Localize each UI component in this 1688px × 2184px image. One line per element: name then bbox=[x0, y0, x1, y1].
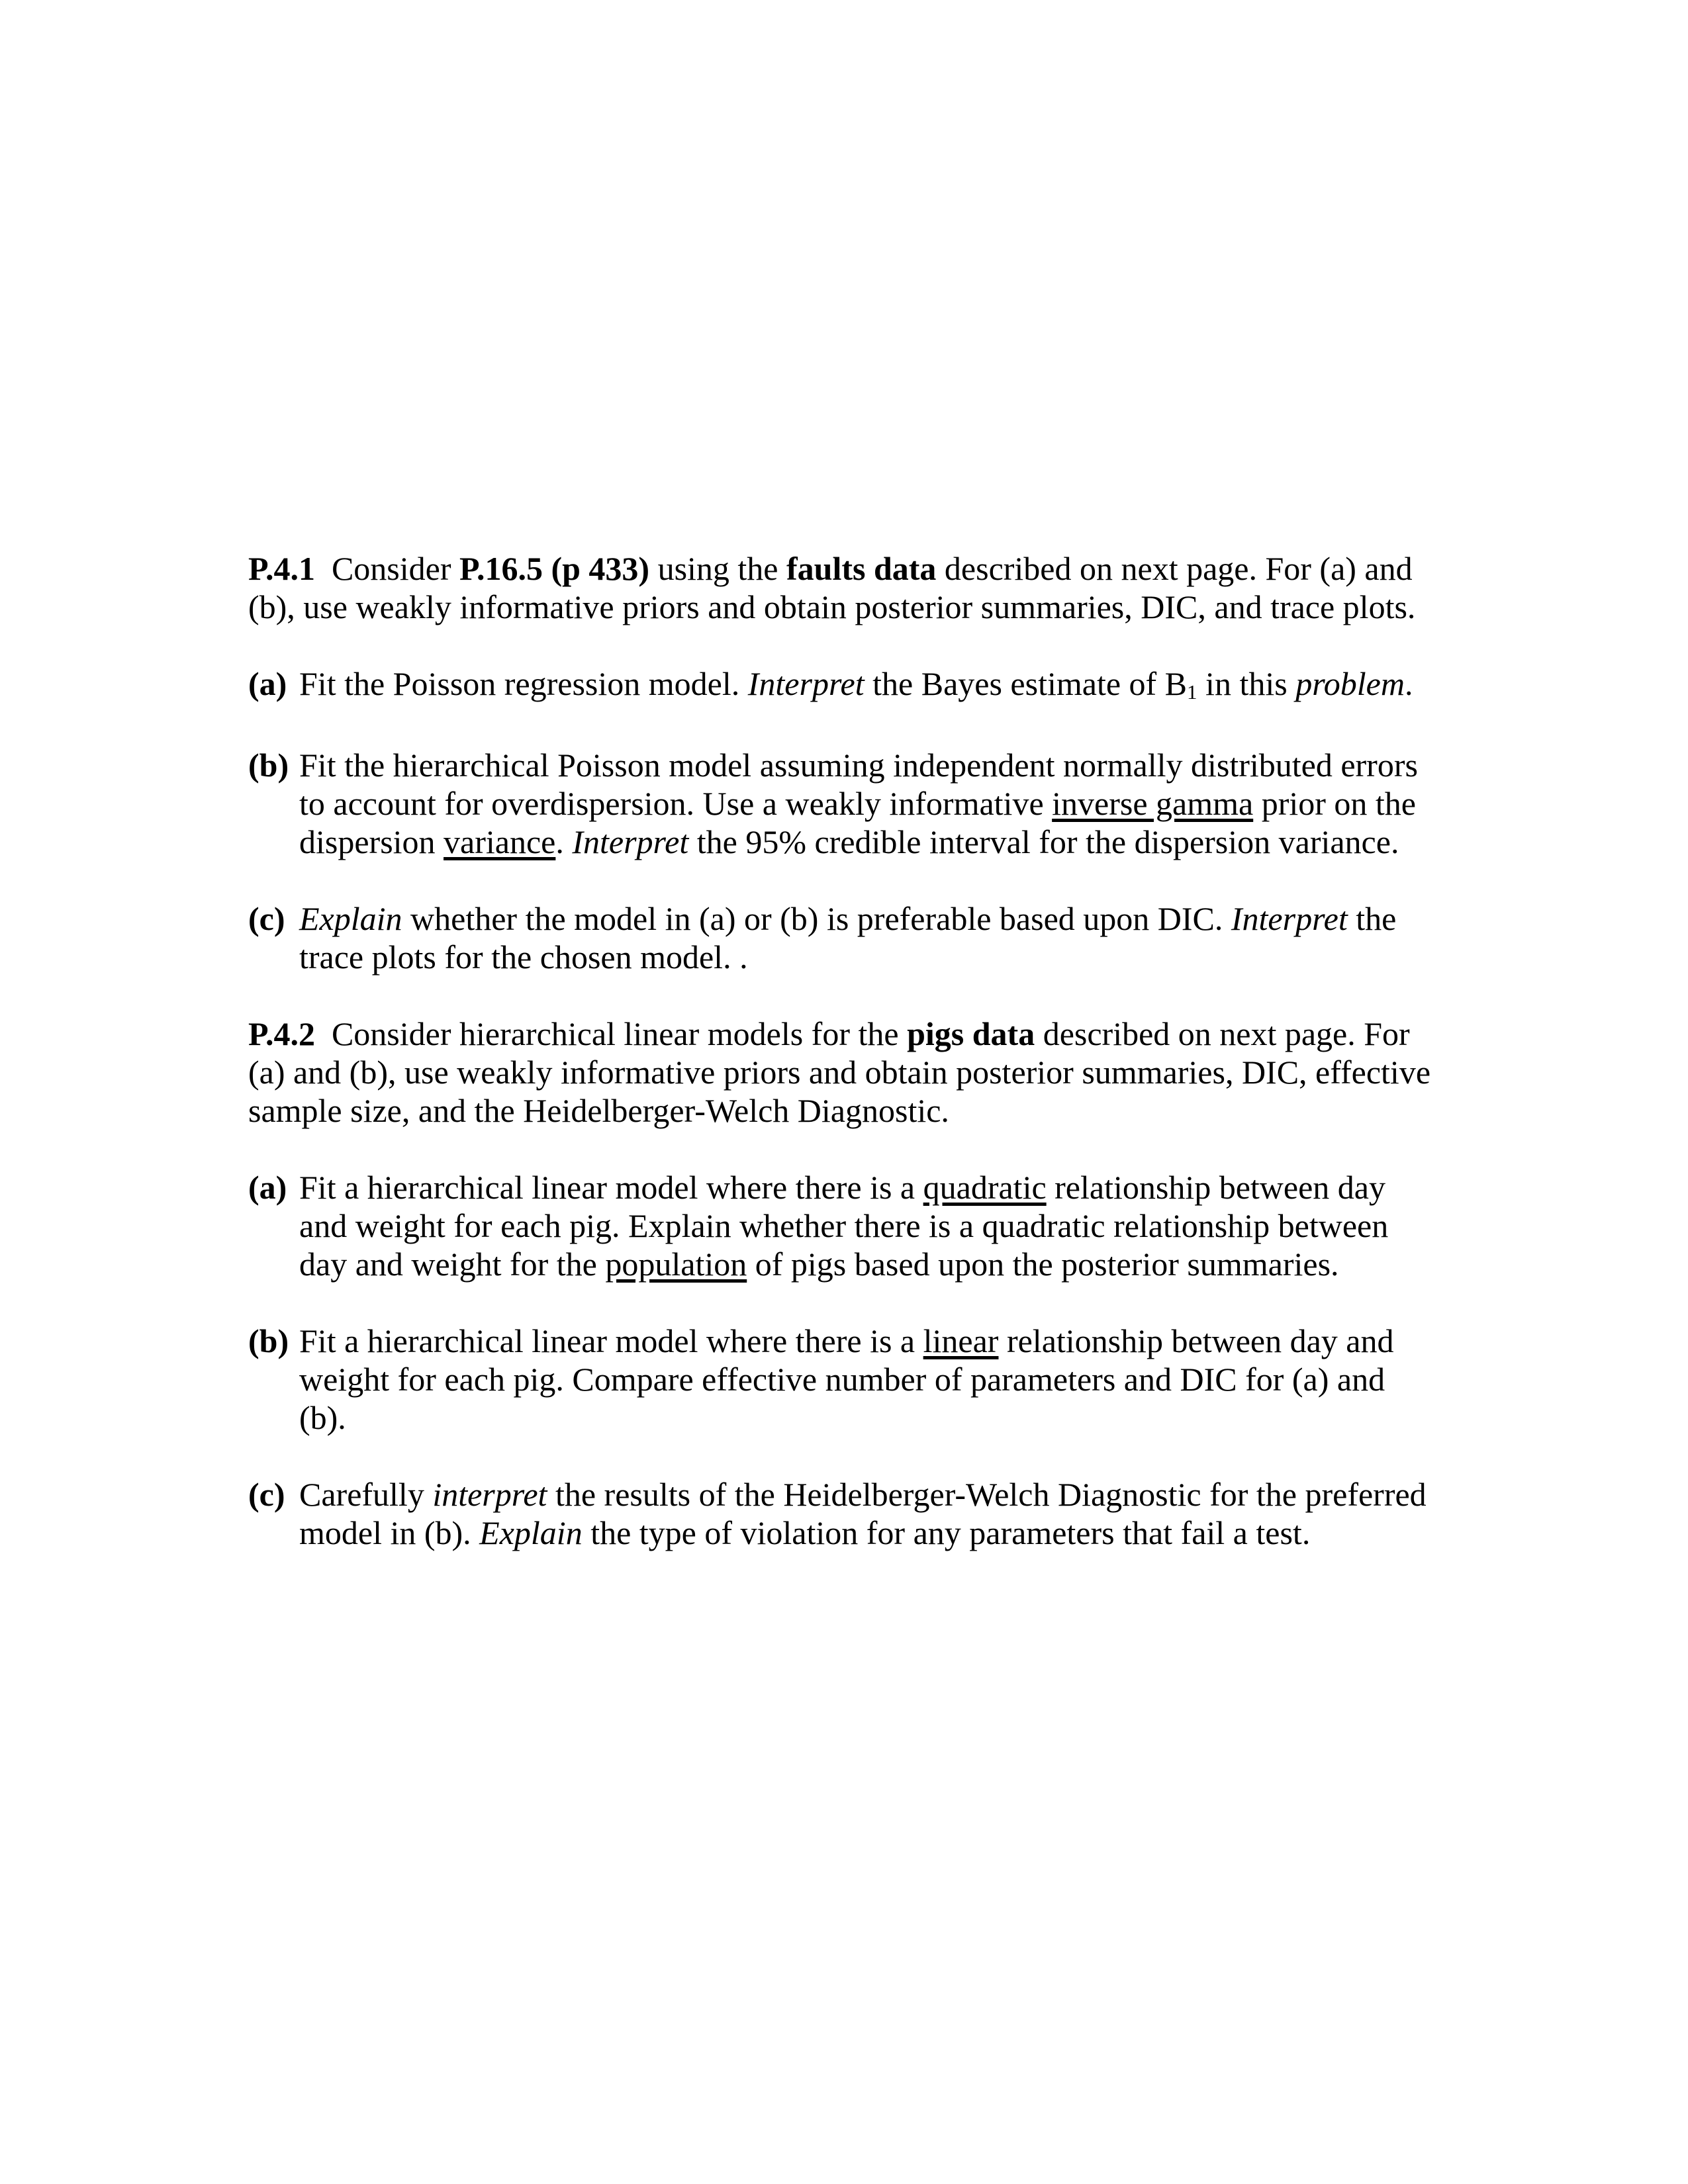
text-run: using the bbox=[649, 550, 786, 587]
problem-p4-2-part-c bbox=[248, 1475, 1440, 1552]
problem-p4-2 bbox=[248, 1015, 1440, 1552]
text-run: Interpret bbox=[747, 665, 865, 702]
text-run: . bbox=[555, 823, 573, 860]
problem-p4-2-part-a bbox=[248, 1168, 1440, 1283]
text-run: Fit a hierarchical linear model where there is a bbox=[299, 1169, 923, 1206]
text-run: P.4.1 bbox=[248, 550, 315, 587]
text-run: inverse gamma bbox=[1052, 785, 1254, 822]
text-run: Interpret bbox=[1231, 900, 1348, 937]
text-run: relationship between day and weight for each pig. Explain whether there is a quadratic relationship between day and weight for the bbox=[299, 1169, 1397, 1283]
problem-p4-2-part-b bbox=[248, 1322, 1440, 1437]
problem-p4-1-intro bbox=[248, 549, 1440, 626]
text-run: the Bayes estimate of B bbox=[864, 665, 1188, 702]
text-run: Fit the Poisson regression model. bbox=[299, 665, 748, 702]
text-run: Fit the hierarchical Poisson model assuming independent normally distributed errors to account for overdispersion. Use a weakly informative bbox=[299, 747, 1427, 822]
text-run: Fit a hierarchical linear model where there is a bbox=[299, 1322, 923, 1359]
text-run: problem bbox=[1295, 665, 1405, 702]
text-run: in this bbox=[1197, 665, 1296, 702]
text-run: relationship between day and weight for each pig. Compare effective number of parameters and DIC for (a) and (b). bbox=[299, 1322, 1402, 1436]
text-run: linear bbox=[923, 1322, 999, 1359]
part-label: (b) bbox=[248, 1322, 289, 1359]
text-run: Interpret bbox=[572, 823, 689, 860]
part-label: (a) bbox=[248, 665, 287, 702]
text-run: P.4.2 bbox=[248, 1015, 315, 1052]
problem-p4-1-part-b bbox=[248, 746, 1440, 861]
text-run: the results of the Heidelberger-Welch Diagnostic for the preferred model in (b). bbox=[299, 1476, 1435, 1551]
text-run: P.16.5 (p 433) bbox=[459, 550, 650, 587]
part-label: (c) bbox=[248, 900, 285, 937]
problem-set-content bbox=[248, 549, 1440, 1590]
text-run: the type of violation for any parameters that fail a test. bbox=[582, 1514, 1311, 1551]
text-run: Carefully bbox=[299, 1476, 433, 1513]
text-run: the trace plots for the chosen model. . bbox=[299, 900, 1405, 976]
text-run: of pigs based upon the posterior summaries. bbox=[747, 1246, 1339, 1283]
text-run: described on next page. For (a) and (b), use weakly informative priors and obtain posterior summaries, DIC, effective sample size, and the Heidelberger-Welch Diagnostic. bbox=[248, 1015, 1439, 1129]
text-run: 1 bbox=[1187, 680, 1197, 704]
part-label: (c) bbox=[248, 1476, 285, 1513]
text-run: Explain bbox=[299, 900, 402, 937]
text-run: prior on the dispersion bbox=[299, 785, 1425, 860]
text-run: quadratic bbox=[923, 1169, 1047, 1206]
text-run: Consider bbox=[314, 550, 459, 587]
problem-p4-1 bbox=[248, 549, 1440, 976]
text-run: pigs data bbox=[907, 1015, 1035, 1052]
text-run: described on next page. For (a) and (b), use weakly informative priors and obtain posterior summaries, DIC, and trace plots. bbox=[248, 550, 1421, 625]
part-label: (a) bbox=[248, 1169, 287, 1206]
text-run: the 95% credible interval for the dispersion variance. bbox=[688, 823, 1399, 860]
text-run: Consider hierarchical linear models for the bbox=[314, 1015, 908, 1052]
text-run: Explain bbox=[479, 1514, 583, 1551]
problem-p4-1-part-a bbox=[248, 664, 1440, 707]
text-run: population bbox=[605, 1246, 747, 1283]
problem-p4-2-intro bbox=[248, 1015, 1440, 1130]
text-run: . bbox=[1404, 665, 1413, 702]
problem-p4-1-part-c bbox=[248, 899, 1440, 976]
text-run: interpret bbox=[432, 1476, 547, 1513]
text-run: variance bbox=[444, 823, 556, 860]
text-run: faults data bbox=[786, 550, 937, 587]
part-label: (b) bbox=[248, 747, 289, 784]
text-run: whether the model in (a) or (b) is preferable based upon DIC. bbox=[402, 900, 1231, 937]
